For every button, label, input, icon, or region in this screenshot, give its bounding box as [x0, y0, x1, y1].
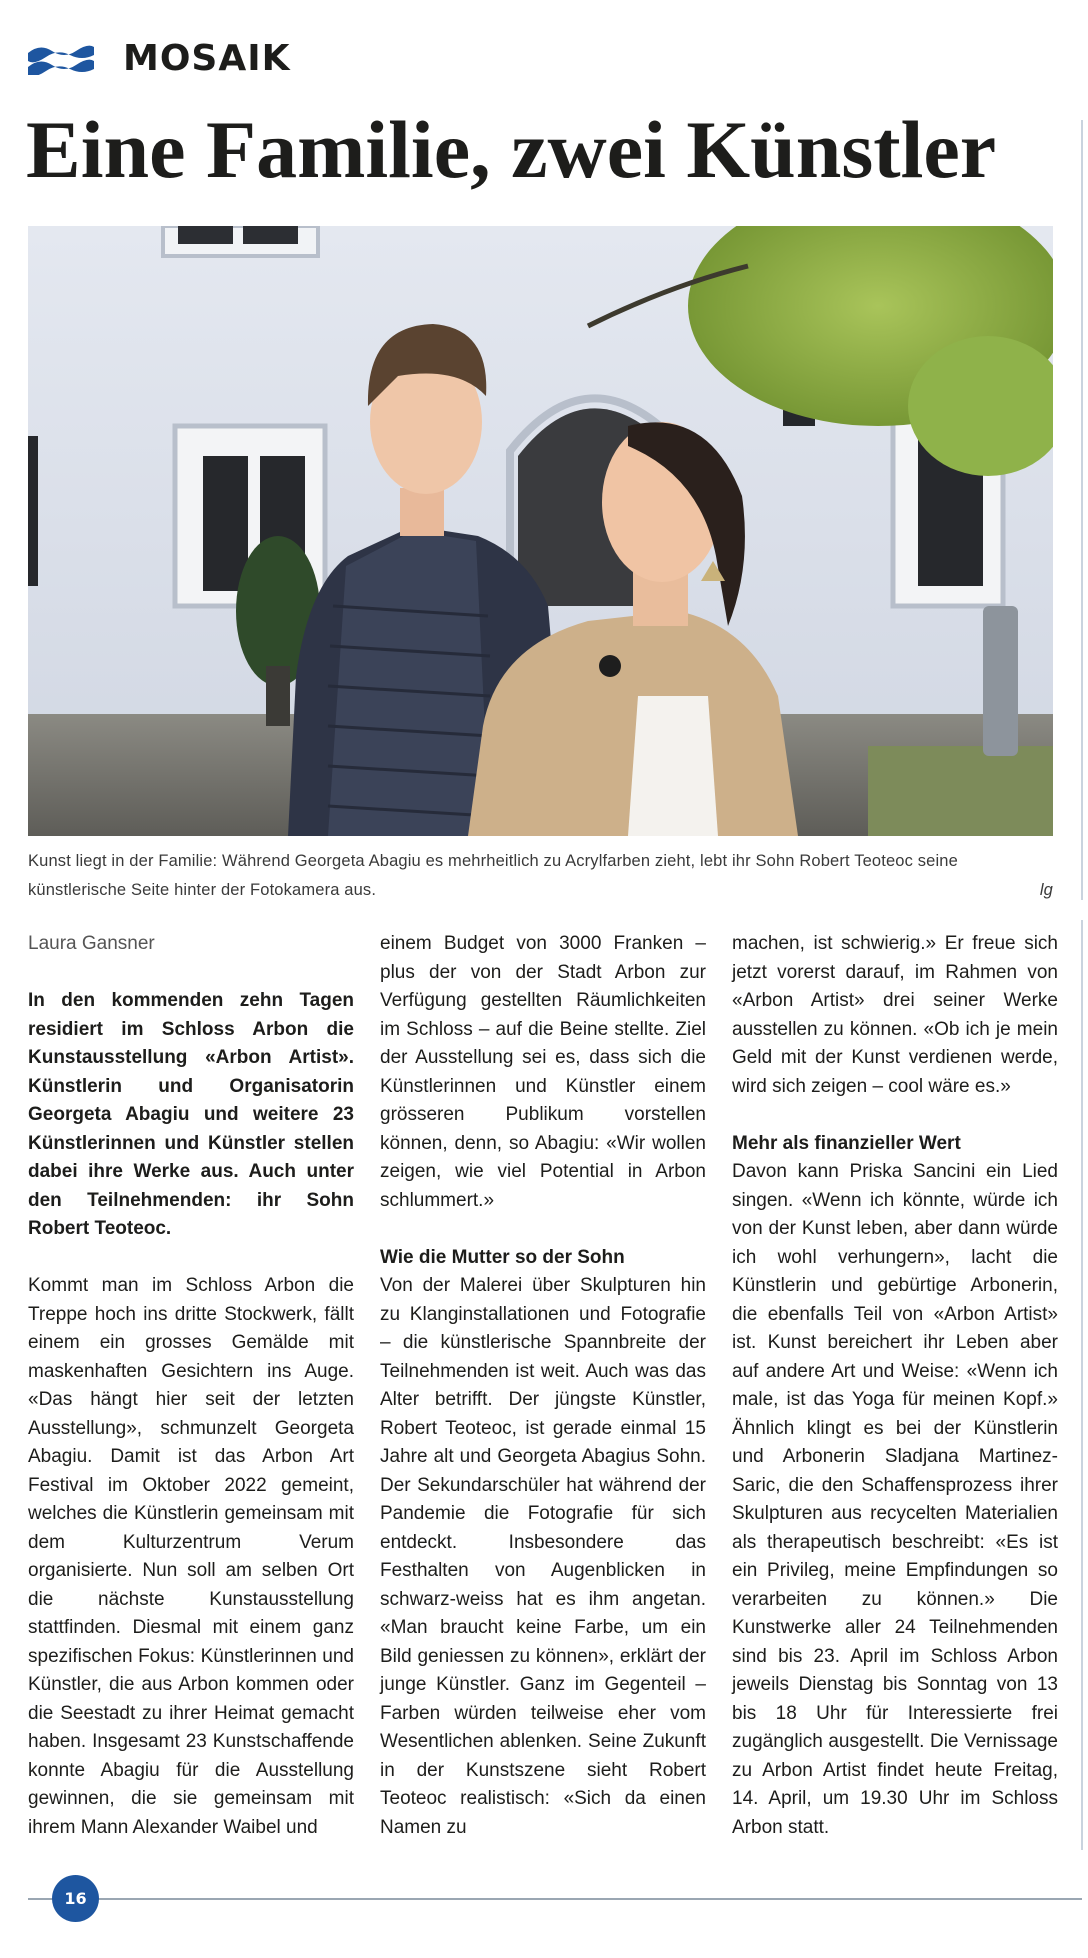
subheading-mother-son: Wie die Mutter so der Sohn	[380, 1246, 625, 1268]
right-margin-rule	[1081, 120, 1083, 900]
article-paragraph: Von der Malerei über Skulpturen hin zu Klanginstallationen und Fotografie – die künstlerische Spannbreite der Teilnehmenden ist weit. Auch was das Alter betrifft. Der jüngste Künstler, Robert Teoteoc, ist gerade einmal 15 Jahre alt und Georgeta Abagius Sohn. Der Sekundarschüler hat während der Pandemie die Fotografie für sich entdeckt. Insbesondere das Festhalten von Augenblicken in schwarz-weiss hat es ihm angetan. «Man braucht keine Farbe, um ein Bild geniessen zu können», erklärt der junge Künstler. Ganz im Gegenteil – Farben würden teilweise eher vom Wesentlichen ablenken. Seine Zukunft in der Kunstszene sieht Robert Teoteoc realistisch: «Sich da einen Namen zu	[380, 1275, 706, 1838]
photo-caption	[28, 847, 1053, 905]
article-photo	[28, 226, 1053, 836]
page-number-badge: 16	[52, 1875, 99, 1922]
author-byline: Laura Gansner	[28, 933, 155, 954]
photo-credit: lg	[1039, 881, 1053, 899]
right-margin-rule	[1081, 920, 1083, 1850]
article-column-3	[732, 930, 1058, 1842]
article-column-1	[28, 930, 354, 1842]
article-paragraph: Davon kann Priska Sancini ein Lied singen. «Wenn ich könnte, würde ich von der Kunst leben, aber dann würde ich wohl verhungern», lacht die Künstlerin und gebürtige Arbonerin, die ebenfalls Teil von «Arbon Artist» ist. Kunst bereichert ihr Leben aber auf andere Art und Weise: «Wenn ich male, ist das Yoga für meinen Kopf.» Ähnlich klingt es bei der Künstlerin und Arbonerin Sladjana Martinez-Saric, die den Schaffensprozess ihrer Skulpturen aus recycelten Materialien als therapeutisch beschreibt: «Es ist ein Privileg, meine Empfindungen so verarbeiten zu können.» Die Kunstwerke aller 24 Teilnehmenden sind bis 23. April im Schloss Arbon jeweils Dienstag bis Sonntag von 13 bis 18 Uhr für Interessierte frei zugänglich ausgestellt. Die Vernissage zu Arbon Artist findet heute Freitag, 14. April, um 19.30 Uhr im Schloss Arbon statt.	[732, 1161, 1058, 1838]
subheading-more-than-financial: Mehr als finanzieller Wert	[732, 1132, 961, 1154]
section-label: MOSAIK	[123, 37, 291, 79]
woman-and-son-photo	[28, 226, 1053, 836]
article-paragraph: Kommt man im Schloss Arbon die Treppe hoch ins dritte Stockwerk, fällt einem ein grosses Gemälde mit maskenhaften Gesichtern ins Auge. «Das hängt hier seit der letzten Ausstellung», schmunzelt Georgeta Abagiu. Damit ist das Arbon Art Festival im Oktober 2022 gemeint, welches die Künstlerin gemeinsam mit dem Kulturzentrum Verum organisierte. Nun soll am selben Ort die nächste Kunstausstellung stattfinden. Diesmal mit einem ganz spezifischen Fokus: Künstlerinnen und Künstler, die aus Arbon kommen oder die Seestadt zu ihrer Heimat gemacht haben. Insgesamt 23 Kunstschaffende konnte Abagiu für die Ausstellung gewinnen, die sie gemeinsam mit ihrem Mann Alexander Waibel und	[28, 1275, 354, 1838]
section-header	[26, 38, 291, 78]
article-lead: In den kommenden zehn Tagen residiert im Schloss Arbon die Kunstausstellung «Arbon Artist». Künstlerin und Organisatorin Georgeta Abagiu und weitere 23 Künstlerinnen und Künstler stellen dabei ihre Werke aus. Auch unter den Teilnehmenden: ihr Sohn Robert Teoteoc.	[28, 990, 354, 1239]
article-paragraph: machen, ist schwierig.» Er freue sich jetzt vorerst darauf, im Rahmen von «Arbon Artist» drei seiner Werke ausstellen zu können. «Ob ich je mein Geld mit der Kunst verdienen werde, wird sich zeigen – cool wäre es.»	[732, 933, 1058, 1097]
footer-rule	[28, 1898, 1082, 1900]
headline: Eine Familie, zwei Künstler	[26, 104, 997, 195]
article-paragraph: einem Budget von 3000 Franken – plus der von der Stadt Arbon zur Verfügung gestellten Räumlichkeiten im Schloss – auf die Beine stellte. Ziel der Ausstellung sei es, dass sich die Künstlerinnen und Künstler einem grösseren Publikum vorstellen können, denn, so Abagiu: «Wir wollen zeigen, wie viel Potential in Arbon schlummert.»	[380, 933, 706, 1211]
caption-text: Kunst liegt in der Familie: Während Georgeta Abagiu es mehrheitlich zu Acrylfarben zieht, lebt ihr Sohn Robert Teoteoc seine künstlerische Seite hinter der Fotokamera aus.	[28, 852, 958, 899]
waves-logo-icon	[26, 41, 96, 75]
article-column-2	[380, 930, 706, 1842]
